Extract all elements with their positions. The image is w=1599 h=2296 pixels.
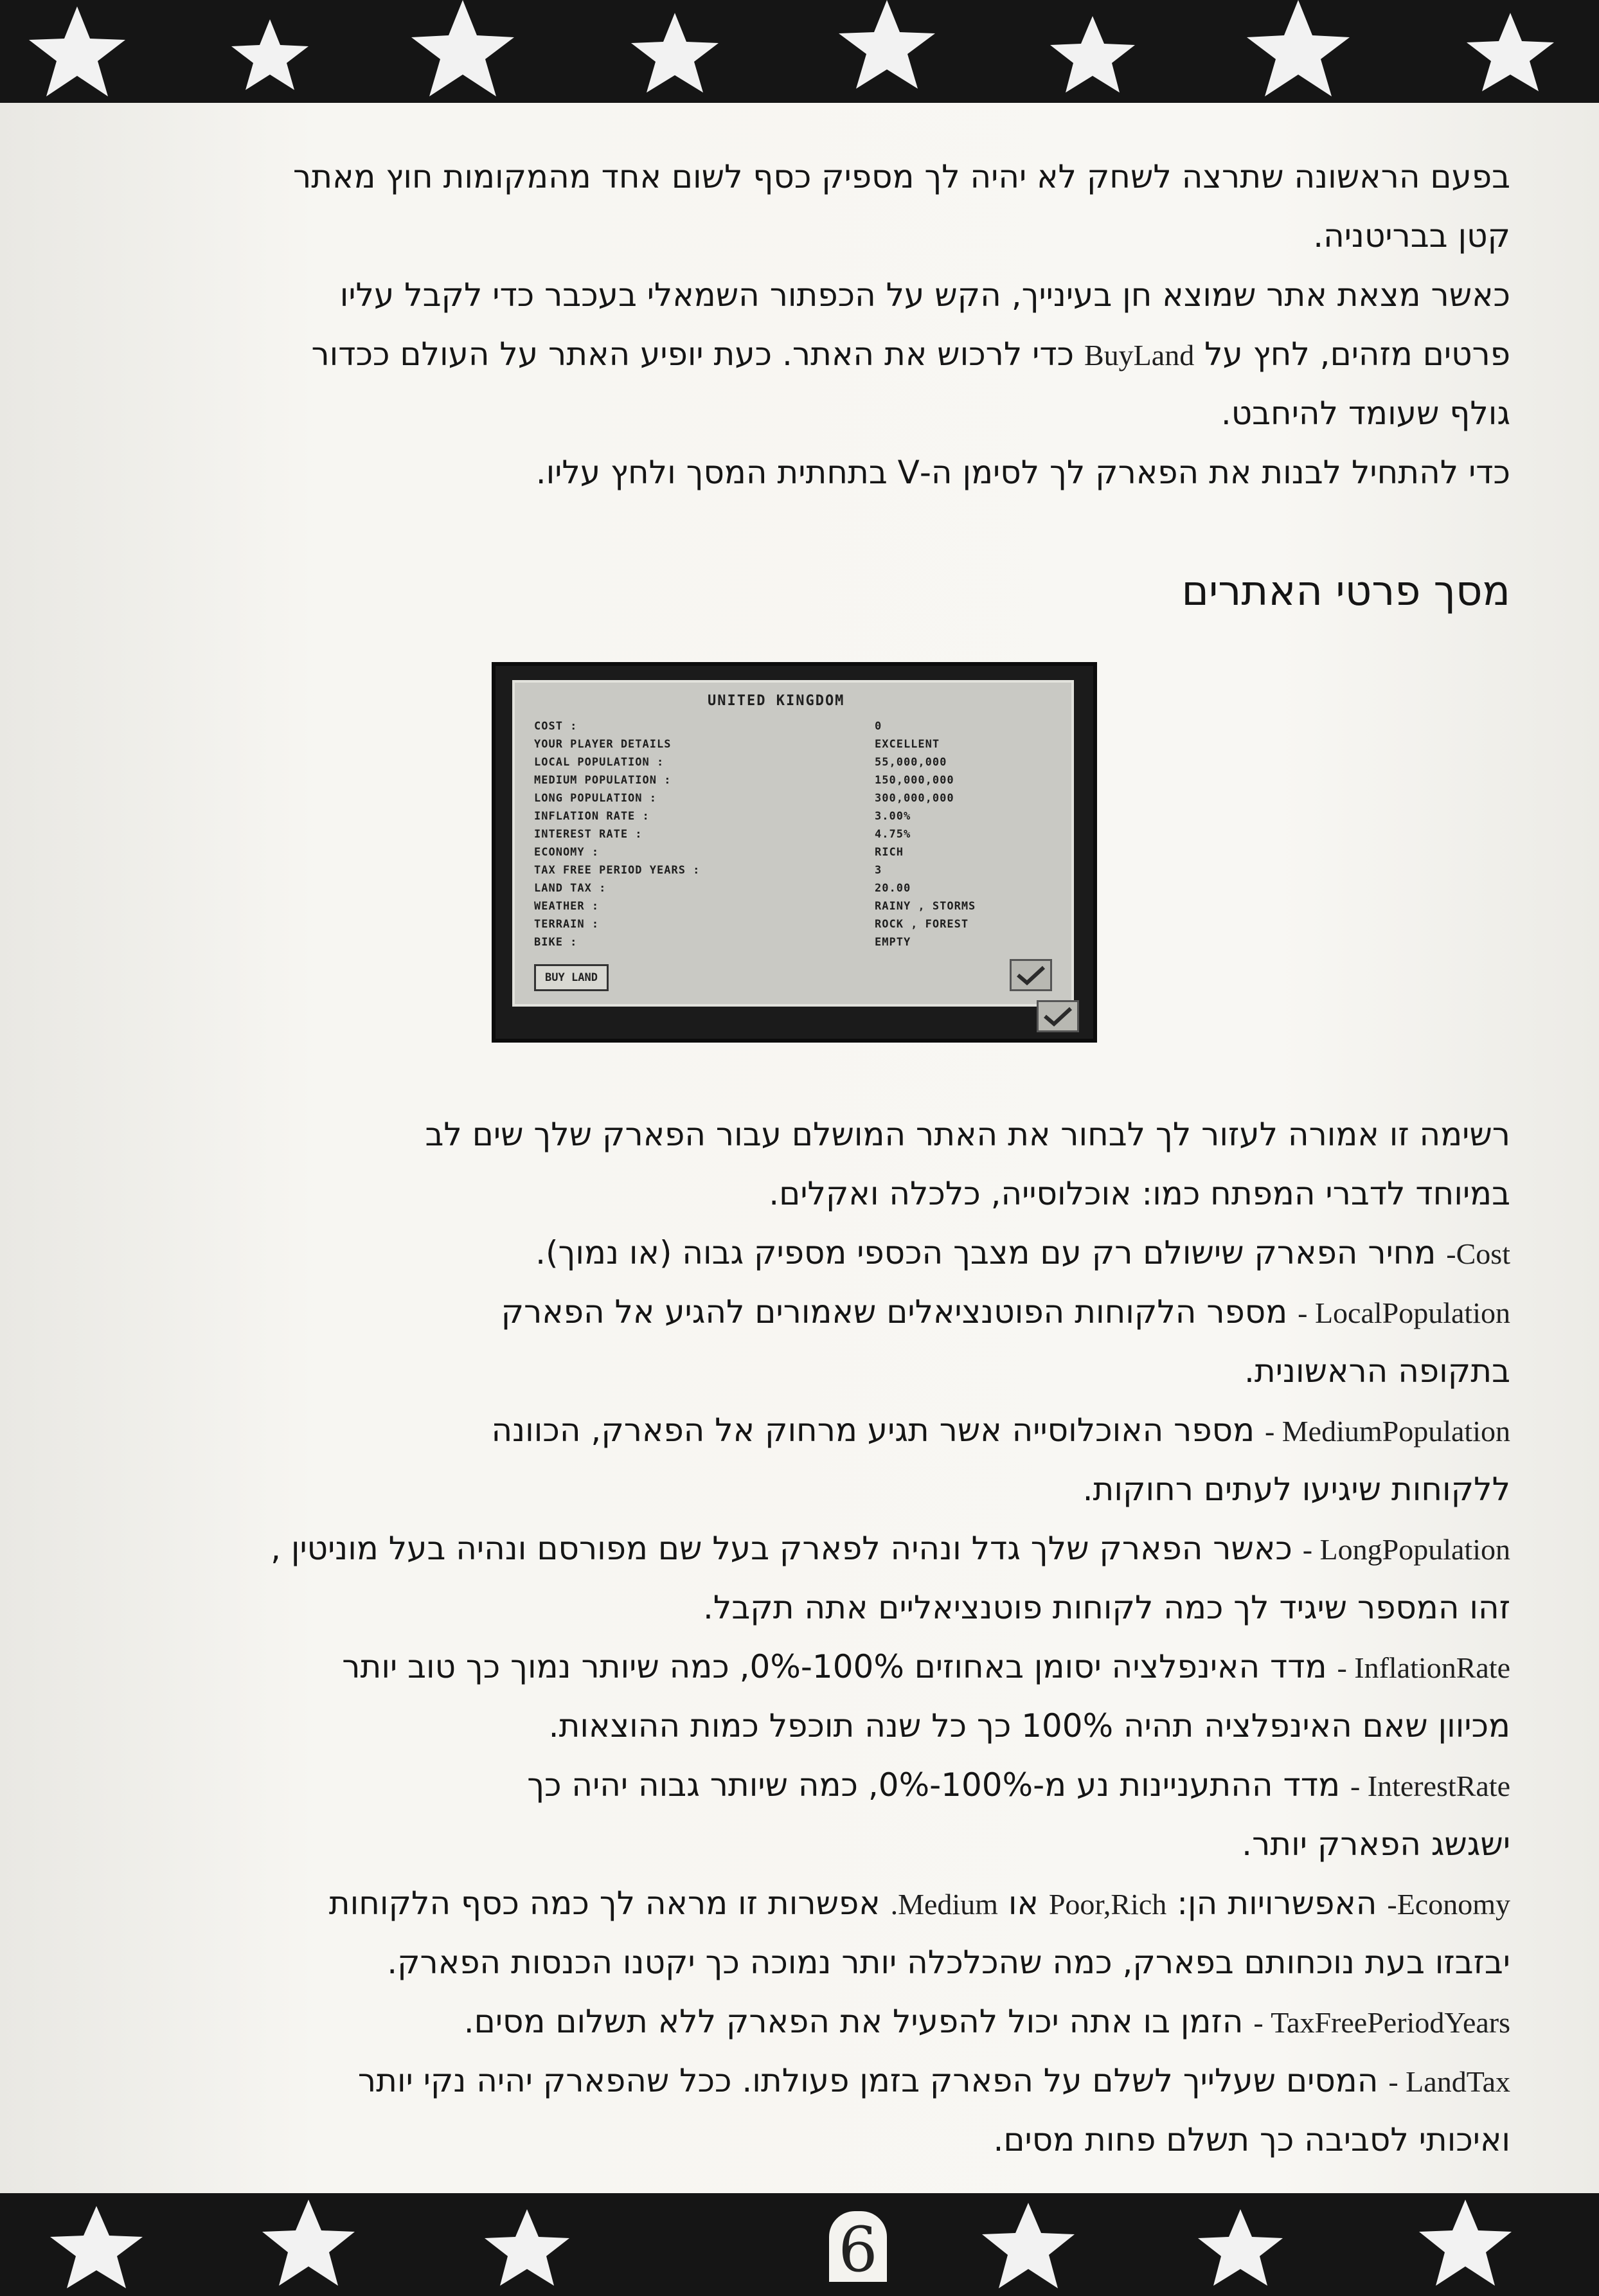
checkmark-icon — [1039, 1002, 1077, 1030]
site-row-key: INTEREST RATE : — [534, 828, 643, 841]
interest-item — [527, 1756, 1510, 1815]
site-row-key: LAND TAX : — [534, 882, 607, 895]
site-row-value: ROCK , FOREST — [875, 918, 969, 931]
cost-item — [535, 1224, 1510, 1283]
site-row-value: 55,000,000 — [875, 756, 947, 769]
section-heading: מסך פרטי האתרים — [1181, 568, 1510, 615]
taxfree-text: הזמן בו אתה יכול להפעיל את הפארק ללא תשלום מסים. — [463, 2003, 1244, 2040]
taxfree-term: TaxFreePeriodYears - — [1253, 2006, 1510, 2039]
game-screenshot — [492, 662, 1097, 1043]
site-row-key: ECONOMY : — [534, 846, 600, 859]
inflation-cont: מכיוון שאם האינפלציה תהיה 100% כך כל שנה תוכפל כמות ההוצאות. — [548, 1707, 1510, 1744]
landtax-term: LandTax - — [1388, 2065, 1510, 2098]
inflation-term: InflationRate - — [1337, 1651, 1510, 1684]
site-row-value: 300,000,000 — [875, 792, 954, 805]
economy-options: Poor,Rich — [1048, 1888, 1167, 1921]
site-row-value: 20.00 — [875, 882, 911, 895]
site-row — [534, 810, 1048, 828]
site-row — [534, 738, 1048, 756]
site-row-value: EMPTY — [875, 936, 911, 949]
site-row-value: 4.75% — [875, 828, 911, 841]
stars-pattern-top — [0, 0, 1599, 103]
economy-term: Economy- — [1387, 1888, 1510, 1921]
intro-line-1: בפעם הראשונה שתרצה לשחק לא יהיה לך מספיק כסף לשום אחד מהמקומות חוץ מאתר — [293, 158, 1510, 195]
economy-text-a: האפשרויות הן: — [1177, 1885, 1377, 1922]
economy-item — [329, 1874, 1510, 1933]
interest-term: InterestRate - — [1350, 1770, 1510, 1802]
intro-line-2: קטן בבריטניה. — [1313, 217, 1510, 255]
confirm-check-icon[interactable] — [1010, 959, 1052, 991]
local-population-term: LocalPopulation - — [1298, 1296, 1510, 1329]
site-row — [534, 846, 1048, 864]
site-row-value: 3 — [875, 864, 882, 877]
intro-line-3: כאשר מצאת אתר שמוצא חן בעינייך, הקש על הכפתור השמאלי בעכבר כדי לקבל עליו — [339, 276, 1510, 314]
landtax-cont: ואיכותי לסביבה כך תשלם פחות מסים. — [993, 2121, 1510, 2158]
site-row-key: LOCAL POPULATION : — [534, 756, 665, 769]
intro-line-4-pre: פרטים מזהים, לחץ על — [1204, 336, 1510, 373]
checkmark-icon — [1012, 961, 1050, 989]
medium-population-term: MediumPopulation - — [1264, 1415, 1510, 1448]
site-row-value: 3.00% — [875, 810, 911, 823]
site-row — [534, 900, 1048, 918]
site-row-value: 150,000,000 — [875, 774, 954, 787]
site-row — [534, 774, 1048, 792]
taxfree-item — [464, 1993, 1510, 2052]
economy-or: או — [1008, 1885, 1039, 1922]
intro-line-6: כדי להתחיל לבנות את הפארק לך לסימן ה-V בתחתית המסך ולחץ עליו. — [535, 454, 1510, 491]
site-row-key: INFLATION RATE : — [534, 810, 650, 823]
inflation-item — [342, 1638, 1510, 1697]
accept-check-icon[interactable] — [1037, 1000, 1079, 1032]
buyland-term: BuyLand — [1084, 339, 1195, 372]
economy-medium: Medium. — [890, 1888, 998, 1921]
site-row — [534, 756, 1048, 774]
local-population-text: מספר הלקוחות הפוטנציאלים שאמורים להגיע אל הפארק — [501, 1293, 1288, 1331]
site-title: UNITED KINGDOM — [708, 693, 845, 709]
intro-line-5: גולף שעומד להיחבט. — [1220, 395, 1510, 432]
site-row — [534, 882, 1048, 900]
site-row-value: 0 — [875, 720, 882, 733]
medium-population-text: מספר האוכלוסייה אשר תגיע מרחוק אל הפארק, הכוונה — [491, 1412, 1255, 1449]
long-population-cont: זהו המספר שיגיד לך כמה לקוחות פוטנציאליים אתה תקבל. — [703, 1589, 1510, 1626]
site-row-key: COST : — [534, 720, 578, 733]
long-population-item — [271, 1520, 1510, 1579]
site-row — [534, 936, 1048, 954]
landtax-item — [358, 2052, 1510, 2111]
economy-text-b: אפשרות זו מראה לך כמה כסף הלקוחות — [328, 1885, 880, 1922]
long-population-text: כאשר הפארק שלך גדל ונהיה לפארק בעל שם מפורסם ונהיה בעל מוניטין , — [271, 1530, 1292, 1567]
site-row — [534, 792, 1048, 810]
intro-line-4-post: כדי לרכוש את האתר. כעת יופיע האתר על העולם ככדור — [311, 336, 1075, 373]
buy-land-button[interactable]: BUY LAND — [534, 964, 609, 991]
long-population-term: LongPopulation - — [1302, 1533, 1510, 1566]
medium-population-cont: ללקוחות שיגיעו לעתים רחוקות. — [1082, 1471, 1510, 1508]
site-row-key: YOUR PLAYER DETAILS — [534, 738, 672, 751]
site-row-key: TAX FREE PERIOD YEARS : — [534, 864, 701, 877]
local-population-item — [501, 1283, 1510, 1342]
site-row — [534, 720, 1048, 738]
site-row-key: BIKE : — [534, 936, 578, 949]
site-row — [534, 864, 1048, 882]
intro-line-4 — [311, 325, 1510, 384]
body-p1b: במיוחד לדברי המפתח כמו: אוכלוסייה, כלכלה ואקלים. — [769, 1175, 1510, 1212]
site-row-key: TERRAIN : — [534, 918, 600, 931]
medium-population-item — [492, 1401, 1511, 1460]
cost-term: Cost- — [1446, 1237, 1510, 1270]
site-row-value: RAINY , STORMS — [875, 900, 976, 913]
economy-cont: יבזבזו בעת נוכחותם בפארק, כמה שהכלכלה יותר נמוכה כך יקטנו הכנסות הפארק. — [387, 1944, 1510, 1981]
site-row-key: LONG POPULATION : — [534, 792, 657, 805]
interest-text: מדד ההתעניינות נע מ-100%-0%, כמה שיותר גבוה יהיה כך — [527, 1766, 1341, 1804]
stars-pattern-bottom — [0, 2193, 1599, 2296]
interest-cont: ישגשג הפארק יותר. — [1242, 1825, 1510, 1863]
local-population-cont: בתקופה הראשונית. — [1244, 1352, 1510, 1390]
cost-text: מחיר הפארק שישולם רק עם מצבך הכספי מספיק גבוה (או נמוך). — [535, 1234, 1436, 1271]
inflation-text: מדד האינפלציה יסומן באחוזים 100%-0%, כמה שיותר נמוך כך טוב יותר — [342, 1648, 1327, 1685]
body-p1a: רשימה זו אמורה לעזור לך לבחור את האתר המושלם עבור הפארק שלך שים לב — [425, 1116, 1510, 1153]
site-row-value: RICH — [875, 846, 904, 859]
site-row — [534, 828, 1048, 846]
site-row-key: MEDIUM POPULATION : — [534, 774, 672, 787]
site-row-value: EXCELLENT — [875, 738, 940, 751]
star-border-top — [0, 0, 1599, 103]
site-details-panel — [512, 680, 1074, 1007]
star-border-bottom — [0, 2193, 1599, 2296]
site-row — [534, 918, 1048, 936]
site-row-key: WEATHER : — [534, 900, 600, 913]
landtax-text: המסים שעלייך לשלם על הפארק בזמן פעולתו. ככל שהפארק יהיה נקי יותר — [357, 2062, 1379, 2099]
page-number: 6 — [829, 2211, 887, 2282]
